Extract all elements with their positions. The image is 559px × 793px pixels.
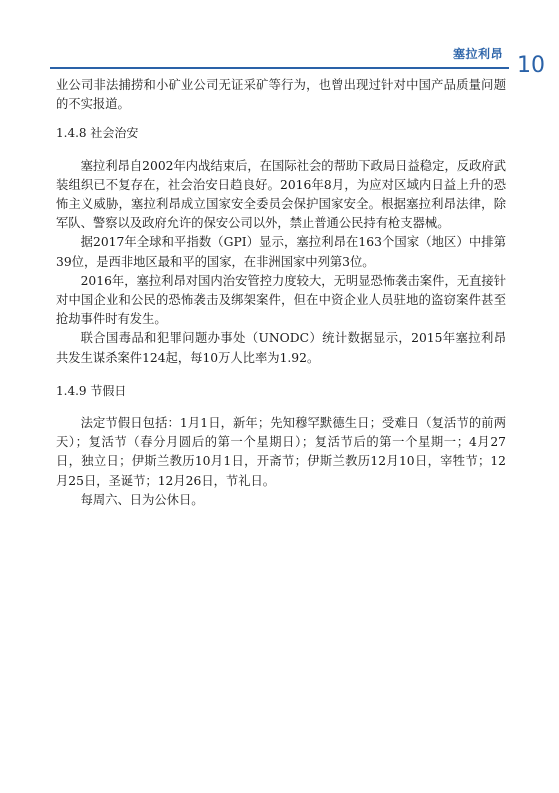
paragraph: 联合国毒品和犯罪问题办事处（UNODC）统计数据显示，2015年塞拉利昂共发生谋杀案件124起，每10万人比率为1.92。	[56, 331, 506, 365]
page-body	[56, 76, 506, 510]
section-heading-holidays: 1.4.9 节假日	[56, 383, 127, 398]
paragraph: 法定节假日包括：1月1日，新年；先知穆罕默德生日；受难日（复活节的前两天）；复活节（春分月圆后的第一个星期日）；复活节后的第一个星期一；4月27日，独立日；伊斯兰教历10月1日，开斋节；伊斯兰教历12月10日，宰牲节；12月25日，圣诞节；12月26日，节礼日。	[56, 416, 506, 488]
running-header-title: 塞拉利昂	[452, 47, 503, 61]
page-number: 10	[517, 53, 545, 78]
paragraph: 每周六、日为公休日。	[80, 492, 204, 507]
paragraph: 2016年，塞拉利昂对国内治安管控力度较大，无明显恐怖袭击案件，无直接针对中国企业和公民的恐怖袭击及绑架案件，但在中资企业人员驻地的盗窃案件甚至抢劫事件时有发生。	[56, 273, 506, 327]
intro-paragraph: 业公司非法捕捞和小矿业公司无证采矿等行为，也曾出现过针对中国产品质量问题的不实报道。	[56, 78, 506, 112]
section-heading-public-security: 1.4.8 社会治安	[56, 126, 139, 141]
paragraph: 据2017年全球和平指数（GPI）显示，塞拉利昂在163个国家（地区）中排第39位，是西非地区最和平的国家，在非洲国家中列第3位。	[56, 235, 506, 269]
paragraph: 塞拉利昂自2002年内战结束后，在国际社会的帮助下政局日益稳定，反政府武装组织已不复存在，社会治安日趋良好。2016年8月，为应对区域内日益上升的恐怖主义威胁，塞拉利昂成立国家安全委员会保护国家安全。根据塞拉利昂法律，除军队、警察以及政府允许的保安公司以外，禁止普通公民持有枪支器械。	[56, 158, 506, 231]
header-rule	[50, 67, 509, 69]
